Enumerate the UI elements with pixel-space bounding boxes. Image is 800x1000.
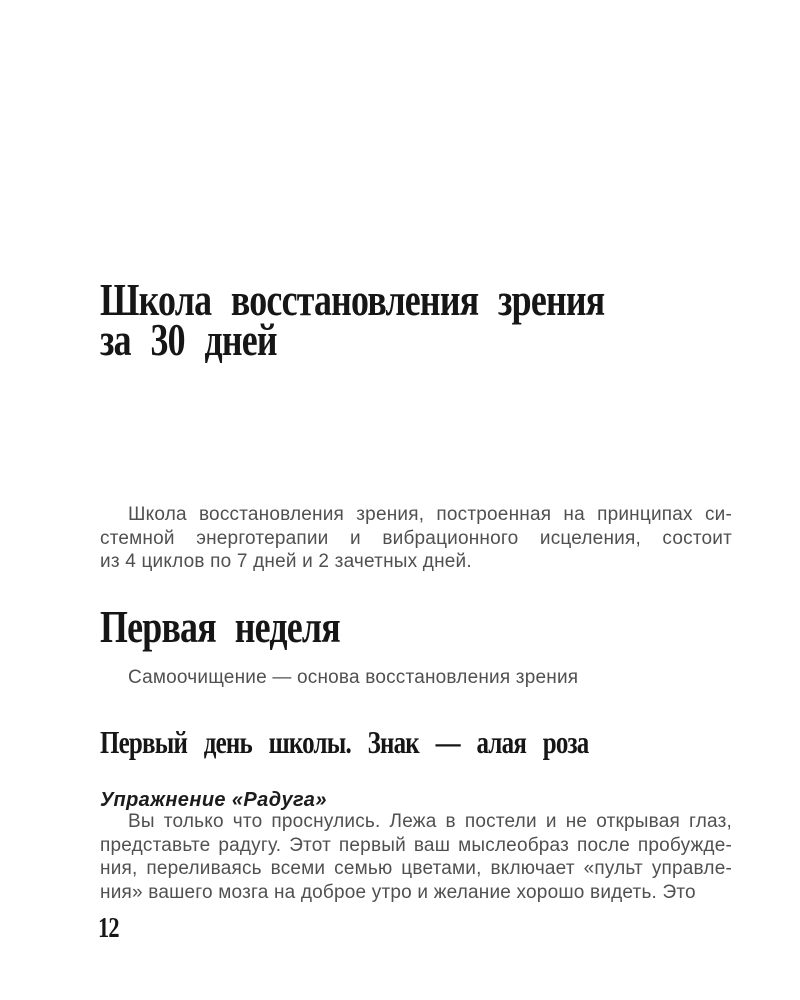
exercise-line-3: ния, переливаясь всеми семью цветами, включает «пульт управле- [100,858,732,879]
intro-paragraph [100,503,732,574]
week-subtitle: Самоочищение — основа восстановления зрения [128,667,579,688]
day-heading [100,725,726,759]
intro-line-1: Школа восстановления зрения, построенная на принципах си- [128,504,732,525]
exercise-heading: Упражнение «Радуга» [100,789,327,811]
exercise-paragraph [100,810,732,904]
exercise-line-1: Вы только что проснулись. Лежа в постели и не открывая глаз, [128,811,732,832]
intro-line-2: стемной энерготерапии и вибрационного исцеления, состоит [100,527,732,549]
exercise-line-2: представьте радугу. Этот первый ваш мыслеобраз после пробужде- [100,834,732,856]
day-heading-text: Первый день школы. Знак — алая роза [100,724,589,760]
chapter-title-line2: за 30 дней [100,314,277,365]
intro-line-3: из 4 циклов по 7 дней и 2 зачетных дней. [100,551,472,572]
week-heading-text: Первая неделя [100,601,340,652]
exercise-line-4: ния» вашего мозга на доброе утро и желание хорошо видеть. Это [100,881,696,903]
week-heading [100,601,408,652]
page-number [98,915,124,943]
page-number-text: 12 [98,913,119,944]
chapter-title-line1: Школа восстановления зрения [100,274,605,325]
chapter-title [100,274,747,365]
